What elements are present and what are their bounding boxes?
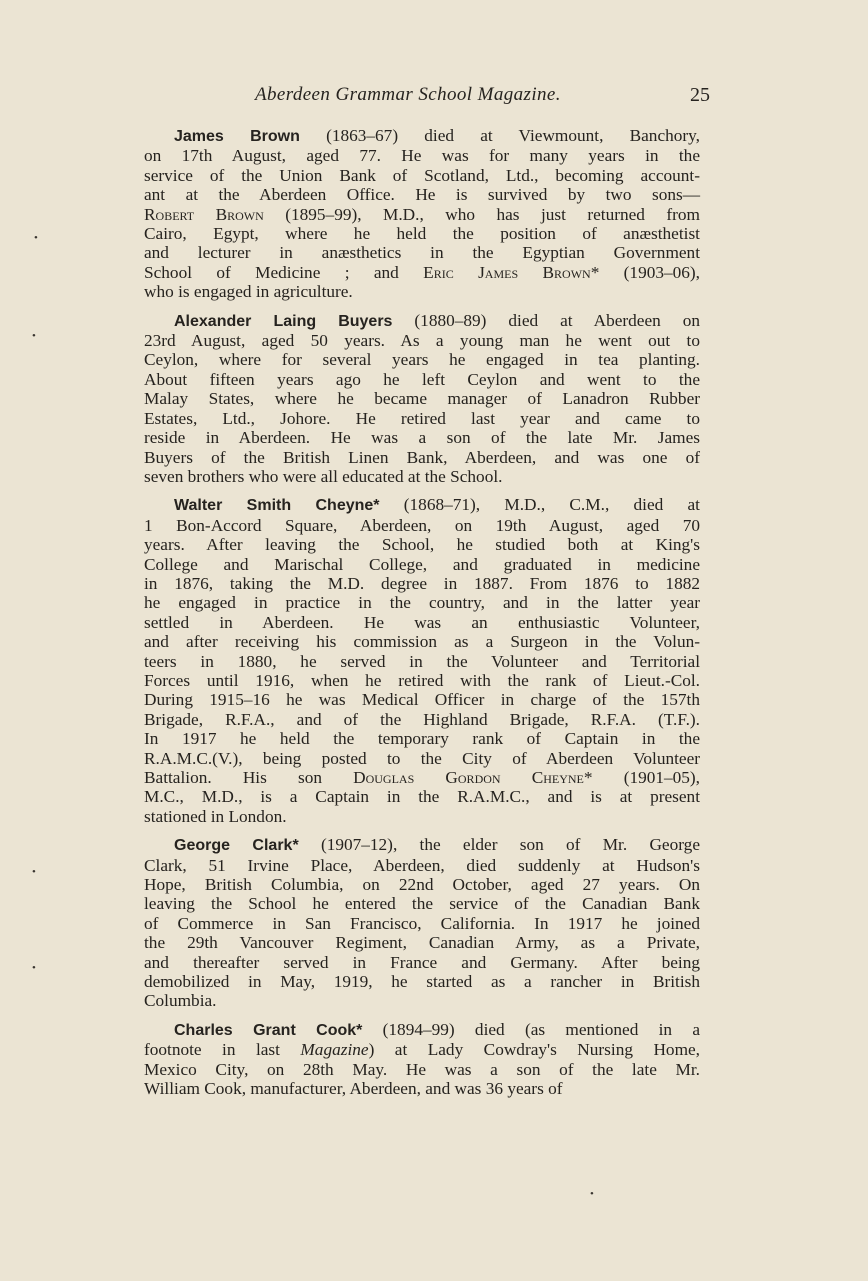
text-line [144,652,700,671]
line-text: the 29th Vancouver Regiment, Canadian Army, as a Private, [144,933,700,953]
line-text: reside in Aberdeen. He was a son of the late Mr. James [144,428,700,448]
line-text: on 17th August, aged 77. He was for many years in the [144,146,700,166]
line-text: 23rd August, aged 50 years. As a young man he went out to [144,331,700,351]
text-line [144,894,700,913]
text-line [144,535,700,554]
relative-name: Robert Brown [144,204,264,224]
text-line [144,1020,700,1040]
line-text: College and Marischal College, and graduated in medicine [144,554,700,574]
text-line [144,807,700,826]
line-text: Forces until 1916, when he retired with the rank of Lieut.-Col. [144,670,700,690]
line-text: R.A.M.C.(V.), being posted to the City of Aberdeen Volunteer [144,748,700,768]
text-line [144,953,700,972]
line-text: Mexico City, on 28th May. He was a son of the late Mr. [144,1059,700,1079]
line-text: and lecturer in anæsthetics in the Egyptian Government [144,243,700,263]
line-text: settled in Aberdeen. He was an enthusiastic Volunteer, [144,612,700,632]
text-line [144,856,700,875]
text-line [144,166,700,185]
line-text: footnote in last [144,1040,301,1060]
person-name: Walter Smith Cheyne* [174,497,380,515]
text-line [144,1060,700,1079]
line-text: stationed in London. [144,806,287,826]
line-text: of Commerce in San Francisco, California. In 1917 he joined [144,913,700,933]
line-text: Clark, 51 Irvine Place, Aberdeen, died suddenly at Hudson's [144,855,700,875]
line-text: in 1876, taking the M.D. degree in 1887. From 1876 to 1882 [144,573,700,593]
text-line [144,263,700,282]
line-text: ) at Lady Cowdray's Nursing Home, [368,1040,701,1060]
text-line [144,224,700,243]
page-header [140,84,710,114]
text-line [144,875,700,894]
margin-mark: • [32,962,36,974]
text-line [144,311,700,331]
line-text: (1895–99), M.D., who has just returned from [263,204,700,224]
line-text: service of the Union Bank of Scotland, Ltd., becoming account- [144,165,700,185]
text-line [144,787,700,806]
line-text: Ceylon, where for several years he engaged in tea planting. [144,350,700,370]
text-line [144,671,700,690]
obituary-entry [144,1020,700,1099]
line-text: and thereafter served in France and Germany. After being [144,952,700,972]
text-line [144,516,700,535]
text-line [144,574,700,593]
line-text: (1894–99) died (as mentioned in a [362,1019,700,1039]
text-line [144,409,700,428]
obituary-list [144,126,700,1108]
text-line [144,146,700,165]
text-line [144,613,700,632]
line-text: (1863–67) died at Viewmount, Banchory, [299,126,700,145]
line-text: School of Medicine ; and [144,262,424,282]
obituary-entry [144,126,700,302]
text-line [144,768,700,787]
line-text: years. After leaving the School, he studied both at King's [144,535,700,555]
line-text: 1 Bon-Accord Square, Aberdeen, on 19th August, aged 70 [144,515,700,535]
text-line [144,495,700,515]
person-name: James Brown [174,128,300,145]
line-text: * (1901–05), [583,768,701,787]
text-line [144,185,700,204]
line-text: Malay States, where he became manager of Lanadron Rubber [144,389,700,409]
text-line [144,282,700,301]
text-line [144,749,700,768]
line-text: demobilized in May, 1919, he started as a rancher in British [144,972,700,992]
italic-title: Magazine [300,1040,369,1060]
text-line [144,370,700,389]
line-text: Brigade, R.F.A., and of the Highland Brigade, R.F.A. (T.F.). [144,709,700,729]
line-text: Estates, Ltd., Johore. He retired last year and came to [144,408,700,428]
margin-mark: • [34,232,38,244]
text-line [144,350,700,369]
text-line [144,467,700,486]
obituary-entry [144,311,700,487]
text-line [144,205,700,224]
text-line [144,914,700,933]
margin-mark: • [32,866,36,878]
text-line [144,1079,700,1098]
line-text: Buyers of the British Linen Bank, Aberdeen, and was one of [144,447,700,467]
person-name: Alexander Laing Buyers [174,312,393,330]
line-text: In 1917 he held the temporary rank of Captain in the [144,729,700,749]
text-line [144,933,700,952]
line-text: leaving the School he entered the service of the Canadian Bank [144,894,700,914]
text-line [144,428,700,447]
text-line [144,593,700,612]
margin-mark: • [590,1188,594,1200]
line-text: ant at the Aberdeen Office. He is survived by two sons— [144,185,700,205]
line-text: seven brothers who were all educated at the School. [144,466,503,486]
relative-name: Eric James Brown [423,262,591,282]
person-name: Charles Grant Cook* [174,1021,363,1039]
line-text: (1907–12), the elder son of Mr. George [298,835,700,855]
page-number: 25 [690,84,710,106]
line-text: M.C., M.D., is a Captain in the R.A.M.C., and is at present [144,787,700,807]
line-text: William Cook, manufacturer, Aberdeen, and was 36 years of [144,1079,563,1099]
text-line [144,1040,700,1059]
person-name: George Clark* [174,837,299,855]
line-text: Battalion. His son [144,768,354,787]
line-text: who is engaged in agriculture. [144,282,353,302]
line-text: he engaged in practice in the country, and in the latter year [144,593,700,613]
text-line [144,835,700,855]
line-text: (1868–71), M.D., C.M., died at [379,495,700,515]
text-line [144,243,700,262]
text-line [144,448,700,467]
line-text: Cairo, Egypt, where he held the position of anæsthetist [144,224,700,244]
text-line [144,555,700,574]
text-line [144,972,700,991]
text-line [144,126,700,146]
line-text: * (1903–06), [590,262,700,282]
line-text: and after receiving his commission as a Surgeon in the Volun- [144,632,700,652]
margin-mark: • [32,330,36,342]
line-text: (1880–89) died at Aberdeen on [392,310,700,330]
text-line [144,632,700,651]
text-line [144,389,700,408]
text-line [144,729,700,748]
relative-name: Douglas Gordon Cheyne [353,768,584,787]
text-line [144,710,700,729]
text-line [144,991,700,1010]
obituary-entry [144,835,700,1011]
text-line [144,331,700,350]
line-text: During 1915–16 he was Medical Officer in charge of the 157th [144,690,700,710]
obituary-entry [144,495,700,826]
line-text: About fifteen years ago he left Ceylon and went to the [144,369,700,389]
line-text: Columbia. [144,991,217,1011]
text-line [144,690,700,709]
running-title: Aberdeen Grammar School Magazine. [255,84,561,105]
line-text: teers in 1880, he served in the Volunteer and Territorial [144,651,700,671]
line-text: Hope, British Columbia, on 22nd October, aged 27 years. On [144,875,700,895]
